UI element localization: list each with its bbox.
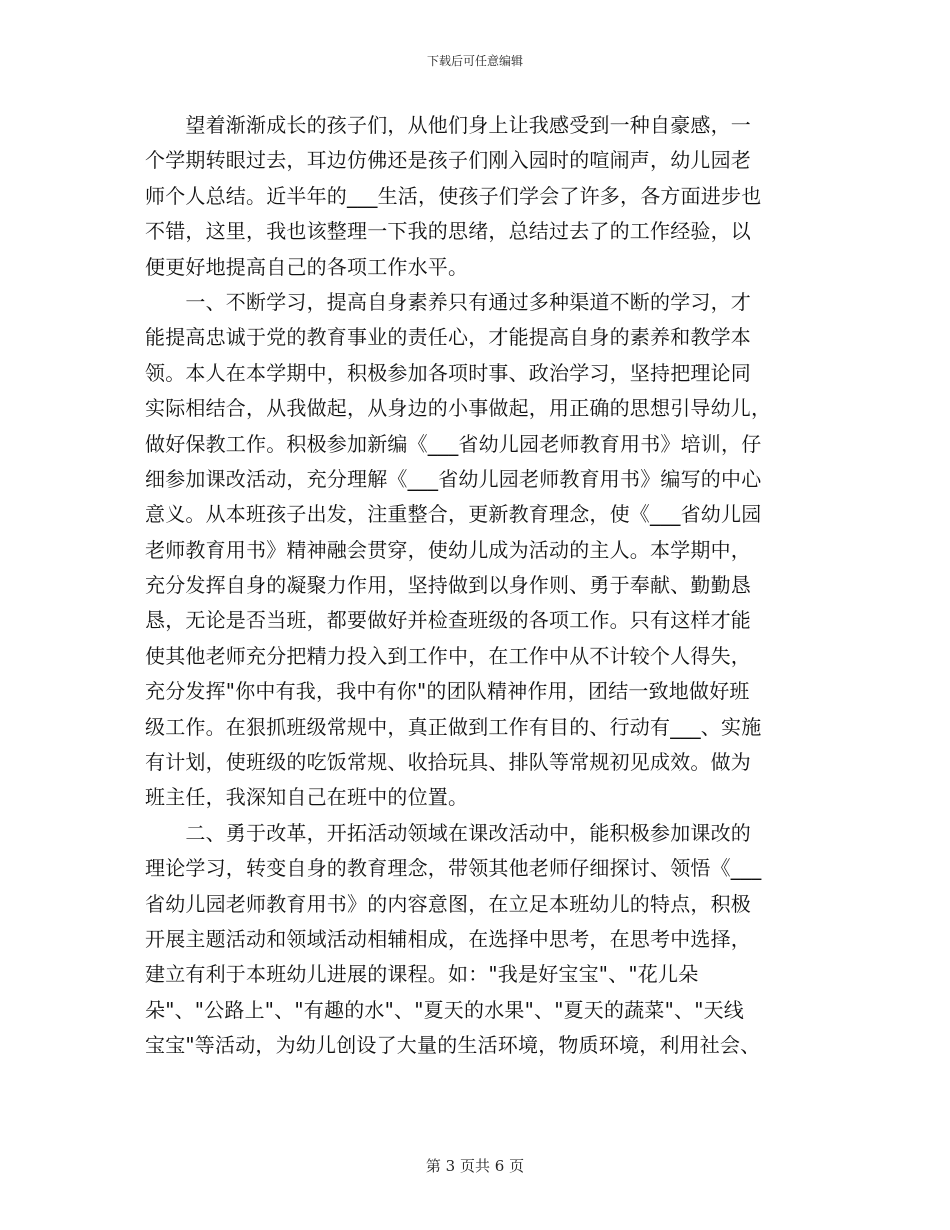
text-line: 理论学习，转变自身的教育理念，带领其他老师仔细探讨、领悟《___ <box>145 856 762 881</box>
text-line: 充分发挥自身的凝聚力作用，坚持做到以身作则、勇于奉献、勤勤恳 <box>145 573 751 598</box>
text-line: 便更好地提高自己的各项工作水平。 <box>145 254 469 279</box>
text-line: 使其他老师充分把精力投入到工作中，在工作中从不计较个人得失， <box>145 643 751 668</box>
text-line: 级工作。在狠抓班级常规中，真正做到工作有目的、行动有___、实施 <box>145 714 762 739</box>
text-line: 实际相结合，从我做起，从身边的小事做起，用正确的思想引导幼儿， <box>145 396 772 421</box>
text-line: 一、不断学习，提高自身素养只有通过多种渠道不断的学习，才 <box>145 289 751 314</box>
text-line: 细参加课改活动，充分理解《___省幼儿园老师教育用书》编写的中心 <box>145 466 762 491</box>
text-line: 朵"、"公路上"、"有趣的水"、"夏天的水果"、"夏天的蔬菜"、"天线 <box>145 997 744 1022</box>
text-line: 恳，无论是否当班，都要做好并检查班级的各项工作。只有这样才能 <box>145 608 751 633</box>
text-line: 省幼儿园老师教育用书》的内容意图，在立足本班幼儿的特点，积极 <box>145 891 751 916</box>
text-line: 建立有利于本班幼儿进展的课程。如："我是好宝宝"、"花儿朵 <box>145 962 699 987</box>
document-body <box>145 108 810 1064</box>
text-line: 老师教育用书》精神融会贯穿，使幼儿成为活动的主人。本学期中， <box>145 537 751 562</box>
text-line: 领。本人在本学期中，积极参加各项时事、政治学习，坚持把理论同 <box>145 360 751 385</box>
page-header: 下载后可任意编辑 <box>426 54 523 68</box>
text-line: 意义。从本班孩子出发，注重整合，更新教育理念，使《___省幼儿园 <box>145 502 762 527</box>
text-line: 宝宝"等活动，为幼儿创设了大量的生活环境，物质环境，利用社会、 <box>145 1033 761 1058</box>
text-line: 班主任，我深知自己在班中的位置。 <box>145 785 469 810</box>
text-line: 开展主题活动和领域活动相辅相成，在选择中思考，在思考中选择， <box>145 926 751 951</box>
text-line: 做好保教工作。积极参加新编《___省幼儿园老师教育用书》培训，仔 <box>145 431 762 456</box>
text-line: 有计划，使班级的吃饭常规、收拾玩具、排队等常规初见成效。做为 <box>145 750 751 775</box>
text-line: 二、勇于改革，开拓活动领域在课改活动中，能积极参加课改的 <box>145 820 751 845</box>
page-number: 第 3 页共 6 页 <box>425 1157 525 1175</box>
text-line: 不错，这里，我也该整理一下我的思绪，总结过去了的工作经验，以 <box>145 219 751 244</box>
text-line: 师个人总结。近半年的___生活，使孩子们学会了许多，各方面进步也 <box>145 183 762 208</box>
text-line: 望着渐渐成长的孩子们，从他们身上让我感受到一种自豪感，一 <box>145 113 751 137</box>
text-line: 个学期转眼过去，耳边仿佛还是孩子们刚入园时的喧闹声，幼儿园老 <box>145 148 751 173</box>
text-line: 能提高忠诚于党的教育事业的责任心，才能提高自身的素养和教学本 <box>145 325 751 350</box>
text-line: 充分发挥"你中有我，我中有你"的团队精神作用，团结一致地做好班 <box>145 679 750 704</box>
